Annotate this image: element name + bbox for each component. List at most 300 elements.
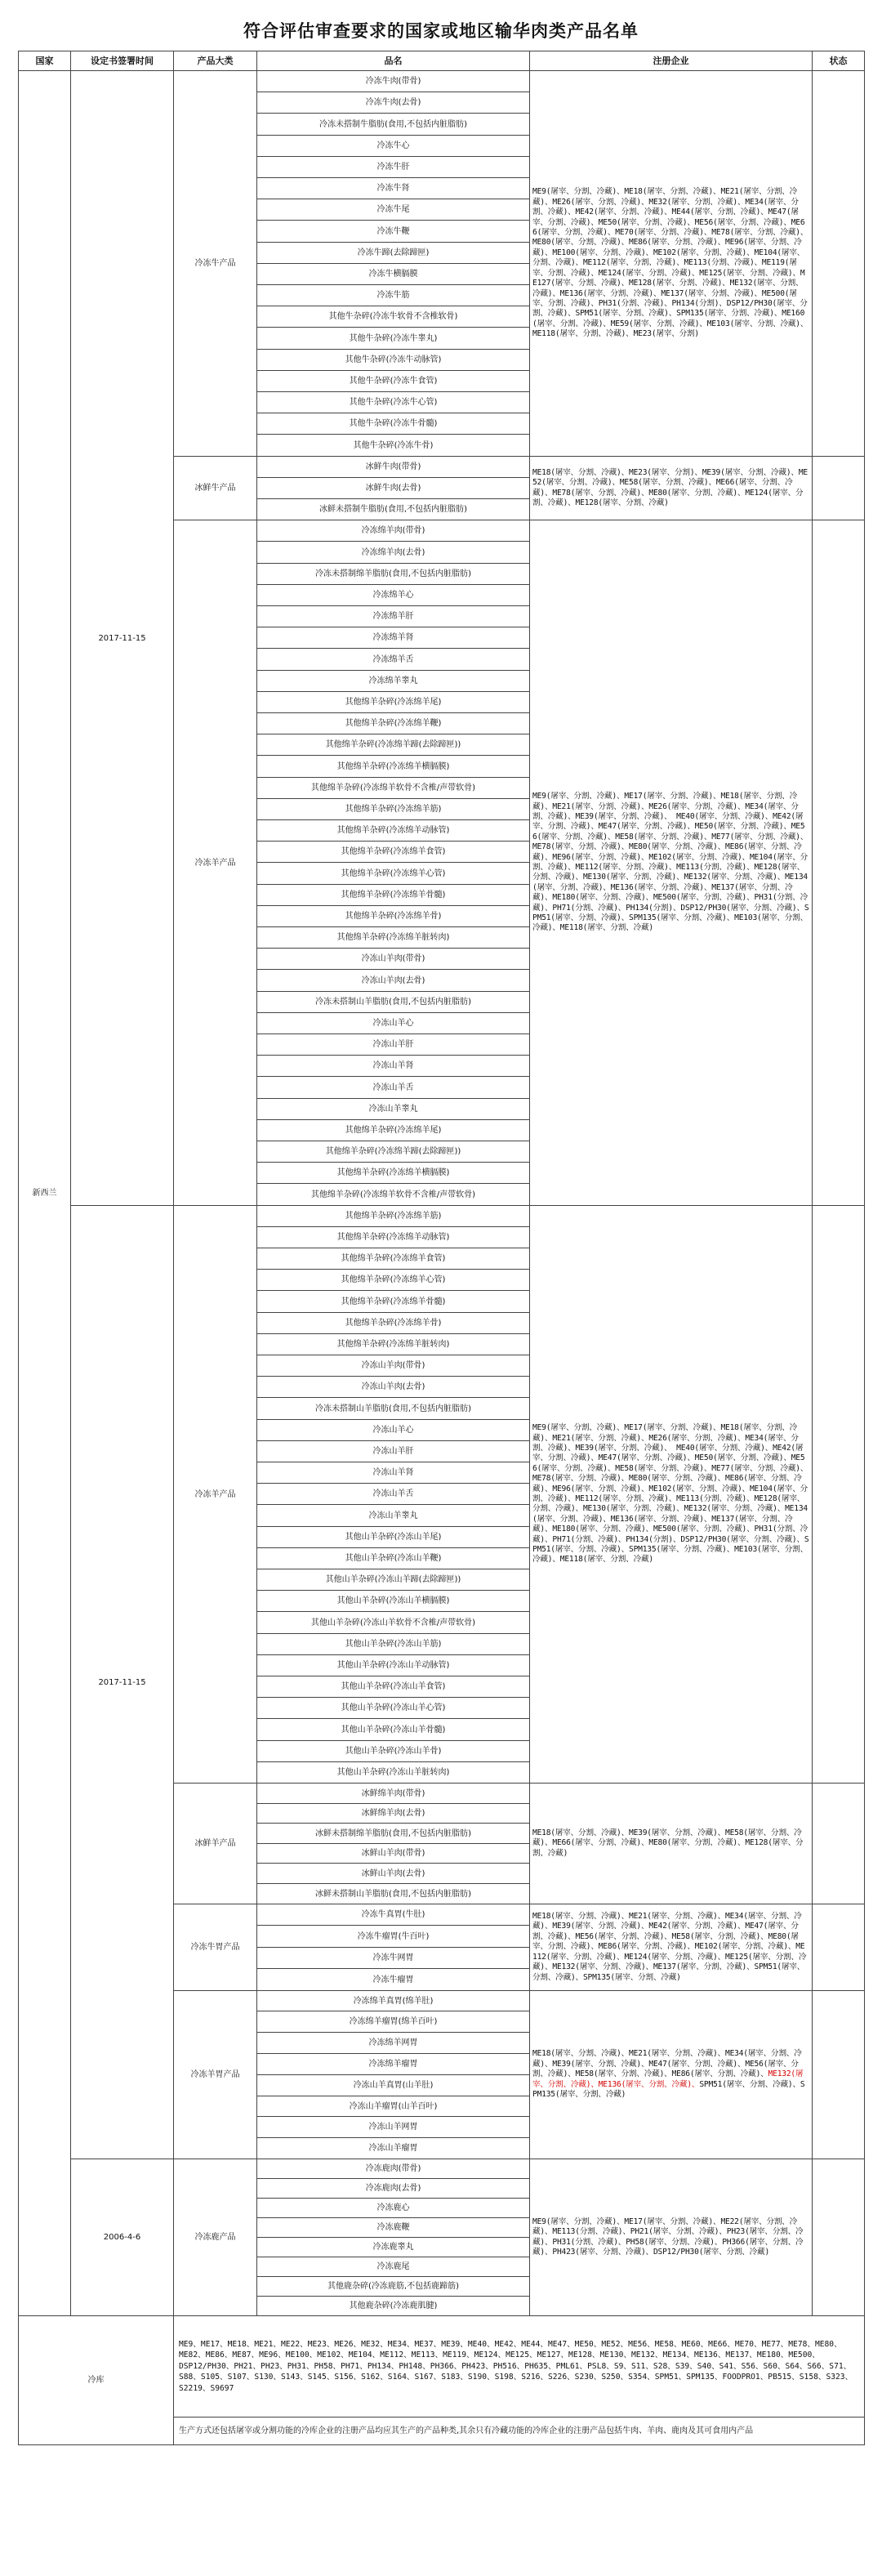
enterprise-entry: ME18(屠宰、分割、冷藏)、ME21(屠宰、分割、冷藏)、	[532, 1912, 725, 1922]
product-name-cell	[256, 948, 530, 970]
enterprise-entry: ME113(分割、冷藏)、ME128(屠宰、分割、冷藏)、	[532, 1494, 805, 1514]
product-name-cell-text: 其他牛杂碎(冷冻牛骨髓)	[349, 419, 438, 428]
status-cell	[812, 456, 865, 520]
enterprise-entry: SPM51(屠宰、分割、冷藏)、SPM135(屠宰、分割、冷藏)	[532, 2079, 805, 2100]
product-name-cell	[256, 1676, 530, 1698]
product-name-cell-text: 其他绵羊杂碎(冷冻绵羊骨)	[345, 912, 442, 921]
product-name-cell	[256, 1440, 530, 1462]
category-cell	[173, 1904, 257, 1991]
category-cell-text: 冷冻羊胃产品	[190, 2070, 240, 2079]
enterprise-entry: ME137(屠宰、分割、冷藏)、ME180(屠宰、分割、冷藏)、	[532, 882, 793, 903]
product-name-cell	[256, 1740, 530, 1762]
product-name-cell-text: 其他山羊杂碎(冷冻山羊骨)	[345, 1747, 442, 1756]
product-name-cell-text: 冷冻山羊瘤胃	[368, 2144, 418, 2153]
header-cell	[529, 51, 813, 71]
product-name-cell	[256, 520, 530, 542]
header-cell-text: 状态	[829, 56, 848, 66]
sign-date-cell-text: 2017-11-15	[98, 1677, 146, 1687]
product-name-cell-text: 冷冻绵羊心	[372, 591, 414, 600]
product-name-cell-text: 冷冻牛瘤胃(牛百叶)	[357, 1931, 430, 1941]
enterprise-entry: ME59(屠宰、分割、冷藏)、ME103(屠宰、分割、冷藏)、	[610, 319, 808, 328]
product-name-cell-text: 冰鲜绵羊肉(带骨)	[361, 1788, 425, 1798]
product-name-cell	[256, 1376, 530, 1398]
category-cell	[173, 1783, 257, 1904]
product-name-cell	[256, 1925, 530, 1948]
product-name-cell-text: 其他鹿杂碎(冷冻鹿肌腱)	[349, 2301, 438, 2310]
product-name-cell-text: 冷冻牛瘤胃	[372, 1975, 414, 1984]
enterprise-entry: ME137(屠宰、分割、冷藏)、ME500(屠宰、分割、冷藏)、	[532, 288, 797, 308]
enterprise-cell	[529, 2159, 813, 2316]
category-cell-text: 冰鲜羊产品	[194, 1839, 236, 1848]
enterprise-entry: ME56(屠宰、分割、冷藏)、ME58(屠宰、分割、冷藏)、	[532, 1453, 805, 1473]
enterprise-entry: ME500(屠宰、分割、冷藏)、PH31(分割、冷藏)、	[532, 1525, 808, 1544]
enterprise-entry: ME96(屠宰、分割、冷藏)、ME100(屠宰、分割、冷藏)、	[532, 238, 802, 257]
enterprise-entry: ME47(屠宰、分割、冷藏)、ME50(屠宰、分割、冷藏)、	[532, 208, 799, 227]
enterprise-list	[532, 1912, 809, 1983]
enterprise-entry: ME118(屠宰、分割、冷藏)	[559, 1555, 653, 1565]
enterprise-entry: ME9(屠宰、分割、冷藏)、ME17(屠宰、分割、冷藏)、	[532, 792, 721, 801]
product-name-cell	[256, 969, 530, 992]
cold-storage-list-text: ME9、ME17、ME18、ME21、ME22、ME23、ME26、ME32、ME34、ME37、ME39、ME40、ME42、ME44、ME47、ME50、ME52、ME56、ME58、ME60、ME66、ME70、ME77、ME78、ME80、ME82、ME86、ME87、ME96、ME100、ME102、ME104、ME112、ME113、ME119、ME124、ME125、ME127、ME128、ME130、ME132、ME134、ME136、ME137、ME180、ME500、DSP12/PH30、PH21、PH23、PH31、PH58、PH71、PH134、PH148、PH366、PH423、PH516、PH635、PML61、PSL8、S9、S11、S28、S39、S40、S41、S56、S60、S64、S66、S71、S88、S105、S107、S130、S143、S145、S156、S162、S164、S167、S183、S190、S198、S216、S226、S230、S250、S354、SPM51、SPM135、FOODPRO1、PB515、S158、S323、S2219、S9697	[179, 2339, 853, 2393]
product-name-cell-text: 其他绵羊杂碎(冷冻绵羊骨)	[345, 1319, 442, 1328]
enterprise-entry: PH71(分割、冷藏)、PH134(分割)、	[552, 903, 681, 913]
product-name-cell	[256, 541, 530, 564]
enterprise-entry: ME50(屠宰、分割、冷藏)、	[694, 822, 791, 832]
enterprise-entry: ME118(屠宰、分割、冷藏)	[559, 923, 653, 933]
product-name-cell	[256, 1162, 530, 1184]
product-name-cell-text: 冷冻绵羊瘤胃	[368, 2060, 418, 2069]
enterprise-entry: ME137(屠宰、分割、冷藏)、ME180(屠宰、分割、冷藏)、	[532, 1514, 793, 1534]
product-name-cell-text: 冷冻牛鞭	[376, 226, 410, 236]
product-name-cell-text: 其他山羊杂碎(冷冻山羊食管)	[341, 1682, 446, 1691]
product-name-cell-text: 冷冻牛横膈膜	[368, 270, 418, 279]
category-cell	[173, 2159, 257, 2316]
product-name-cell	[256, 1633, 530, 1655]
product-name-cell	[256, 670, 530, 692]
enterprise-entry: ME26(屠宰、分割、冷藏)、ME34(屠宰、分割、冷藏)、	[532, 1433, 799, 1453]
product-name-cell-text: 冷冻牛网胃	[372, 1953, 414, 1962]
enterprise-entry: ME80(屠宰、分割、冷藏)、ME86(屠宰、分割、冷藏)、	[532, 1474, 802, 1493]
product-name-cell	[256, 1761, 530, 1784]
product-name-cell-text: 冷冻山羊肉(带骨)	[361, 1361, 425, 1370]
product-name-cell-text: 冷冻山羊心	[372, 1426, 414, 1435]
product-name-cell	[256, 1248, 530, 1270]
product-name-cell-text: 冷冻山羊舌	[372, 1083, 414, 1092]
product-name-cell	[256, 1012, 530, 1034]
product-name-cell-text: 冰鲜未搭制牛脂肪(食用,不包括内脏脂肪)	[319, 505, 467, 514]
product-name-cell	[256, 1355, 530, 1377]
enterprise-entry: ME26(屠宰、分割、冷藏)、ME34(屠宰、分割、冷藏)、	[532, 801, 799, 821]
product-name-cell-text: 冷冻未搭制绵羊脂肪(食用,不包括内脏脂肪)	[315, 569, 471, 578]
cold-storage-list	[173, 2315, 865, 2418]
header-cell-text: 国家	[35, 56, 54, 66]
product-name-cell-text: 冷冻牛肾	[376, 184, 410, 193]
product-name-cell	[256, 648, 530, 671]
enterprise-list	[532, 792, 809, 934]
enterprise-list	[532, 1423, 809, 1565]
product-name-cell	[256, 1462, 530, 1484]
product-name-cell-text: 冷冻鹿尾	[376, 2262, 410, 2271]
product-name-cell	[256, 1483, 530, 1505]
product-name-cell	[256, 2074, 530, 2096]
product-name-cell	[256, 1226, 530, 1248]
enterprise-entry: ME21(屠宰、分割、冷藏)、ME26(屠宰、分割、冷藏)、	[532, 187, 798, 207]
enterprise-entry: ME130(屠宰、分割、冷藏)、ME132(屠宰、分割、冷藏)、	[582, 873, 786, 882]
product-name-cell-text: 冰鲜绵羊肉(去骨)	[361, 1809, 425, 1818]
product-name-cell	[256, 798, 530, 820]
enterprise-entry: ME9(屠宰、分割、冷藏)、ME18(屠宰、分割、冷藏)、	[532, 187, 721, 197]
product-name-cell-text: 冰鲜未搭制山羊脂肪(食用,不包括内脏脂肪)	[315, 1889, 471, 1899]
enterprise-list	[532, 1828, 809, 1859]
product-name-cell-text: 其他山羊杂碎(冷冻山羊软骨不含椎/声带软骨)	[310, 1618, 476, 1627]
product-name-cell-text: 其他绵羊杂碎(冷冻绵羊动脉管)	[336, 1233, 450, 1242]
enterprise-entry: ME39(屠宰、分割、冷藏)、 ME40(屠宰、分割、冷藏)、	[575, 811, 773, 821]
enterprise-entry: ME132(屠宰、分割、冷藏)、ME137(屠宰、分割、冷藏)、	[552, 1962, 755, 1972]
product-name-cell	[256, 2178, 530, 2199]
product-name-cell	[256, 905, 530, 927]
category-cell-text: 冷冻羊产品	[194, 858, 236, 868]
status-cell	[812, 2159, 865, 2316]
product-name-cell	[256, 584, 530, 606]
product-name-cell	[256, 263, 530, 285]
product-name-cell-text: 其他绵羊杂碎(冷冻绵羊蹄(去除蹄匣))	[325, 740, 461, 749]
product-name-cell	[256, 1803, 530, 1824]
enterprise-entry: ME102(屠宰、分割、冷藏)、ME112(屠宰、分割、冷藏)、	[532, 1942, 805, 1962]
product-name-cell-text: 冷冻未搭制山羊脂肪(食用,不包括内脏脂肪)	[315, 1404, 471, 1413]
product-name-cell	[256, 1183, 530, 1206]
product-name-cell	[256, 199, 530, 221]
product-name-cell-text: 其他山羊杂碎(冷冻山羊尾)	[345, 1533, 442, 1542]
product-name-cell	[256, 242, 530, 264]
product-name-cell-text: 冷冻山羊肉(去骨)	[361, 1382, 425, 1391]
product-name-cell-text: 冰鲜牛肉(去骨)	[365, 484, 421, 493]
product-name-cell-text: 其他山羊杂碎(冷冻山羊鞭)	[345, 1554, 442, 1563]
cold-storage-note-text: 生产方式还包括屠宰或分割功能的冷库企业的注册产品均应其生产的产品种类,其余只有冷藏功能的冷库企业的注册产品包括牛肉、羊肉、鹿肉及其可食用内产品	[179, 2426, 754, 2435]
product-name-cell-text: 冷冻山羊肉(带骨)	[361, 954, 425, 963]
sign-date-cell	[70, 1205, 174, 2159]
enterprise-cell	[529, 1904, 813, 1991]
product-name-cell-text: 冷冻牛肉(去骨)	[365, 98, 421, 107]
product-name-cell	[256, 926, 530, 949]
product-name-cell-text: 其他山羊杂碎(冷冻山羊筋)	[345, 1640, 442, 1649]
enterprise-entry: ME132(屠宰、分割、冷藏)、ME136(屠宰、分割、冷藏)、	[532, 2069, 804, 2089]
header-cell	[173, 51, 257, 71]
enterprise-entry: ME104(屠宰、分割、冷藏)、ME112(屠宰、分割、冷藏)、	[532, 852, 808, 872]
enterprise-cell	[529, 520, 813, 1206]
product-name-cell-text: 其他绵羊杂碎(冷冻绵羊心管)	[341, 1275, 446, 1284]
product-name-cell	[256, 92, 530, 114]
sign-date-cell	[70, 2159, 174, 2316]
category-cell	[173, 1990, 257, 2159]
product-name-cell-text: 冷冻鹿鞭	[376, 2223, 410, 2232]
product-name-cell-text: 其他绵羊杂碎(冷冻绵羊尾)	[345, 1126, 442, 1135]
product-name-cell-text: 冷冻绵羊舌	[372, 654, 414, 664]
enterprise-entry: ME50(屠宰、分割、冷藏)、	[694, 1453, 791, 1463]
category-cell-text: 冷冻牛胃产品	[190, 1943, 240, 1952]
cold-storage-label-text: 冷库	[87, 2376, 105, 2385]
product-name-cell-text: 冷冻绵羊睾丸	[368, 676, 418, 685]
product-name-cell-text: 冷冻未搭制山羊脂肪(食用,不包括内脏脂肪)	[315, 998, 471, 1007]
product-name-cell-text: 冷冻绵羊肉(去骨)	[361, 547, 425, 557]
product-name-cell-text: 冷冻鹿睾丸	[372, 2243, 414, 2252]
product-name-cell	[256, 2116, 530, 2138]
product-name-cell-text: 冷冻鹿肉(去骨)	[365, 2184, 421, 2193]
product-name-cell	[256, 627, 530, 649]
header-cell-text: 设定书签署时间	[91, 56, 154, 66]
enterprise-entry: ME96(屠宰、分割、冷藏)、ME102(屠宰、分割、冷藏)、	[552, 852, 750, 862]
header-cell	[18, 51, 71, 71]
enterprise-entry: PH366(屠宰、分割、冷藏)、PH423(屠宰、分割、冷藏)、	[532, 2237, 804, 2257]
product-name-cell	[256, 1098, 530, 1120]
product-name-cell	[256, 498, 530, 520]
enterprise-entry: ME80(屠宰、分割、冷藏)、ME86(屠宰、分割、冷藏)、	[532, 842, 802, 862]
product-name-cell-text: 冷冻鹿心	[376, 2203, 410, 2212]
product-name-cell	[256, 113, 530, 136]
enterprise-entry: SPM135(屠宰、分割、冷藏)、ME160(屠宰、分割、冷藏)、	[532, 309, 805, 328]
product-name-cell-text: 冷冻牛肉(带骨)	[365, 77, 421, 86]
enterprise-entry: ME132(屠宰、分割、冷藏)、ME136(屠宰、分割、冷藏)、	[532, 279, 804, 298]
product-name-cell-text: 冰鲜山羊肉(去骨)	[361, 1868, 425, 1878]
category-cell	[173, 1205, 257, 1784]
product-name-cell	[256, 734, 530, 756]
product-name-cell-text: 冷冻绵羊肾	[372, 633, 414, 642]
product-name-cell	[256, 327, 530, 350]
product-name-cell-text: 其他牛杂碎(冷冻牛软骨不含椎软骨)	[328, 312, 458, 321]
product-name-cell	[256, 1611, 530, 1634]
product-name-cell-text: 冷冻山羊心	[372, 1019, 414, 1028]
enterprise-entry: ME80(屠宰、分割、冷藏)、ME86(屠宰、分割、冷藏)、	[532, 238, 725, 248]
product-name-cell-text: 其他牛杂碎(冷冻牛动脉管)	[345, 355, 442, 364]
product-name-cell-text: 冷冻山羊肉(去骨)	[361, 975, 425, 985]
product-name-cell-text: 其他牛杂碎(冷冻牛心管)	[349, 398, 438, 407]
enterprise-entry: ME134(屠宰、分割、冷藏)、ME136(屠宰、分割、冷藏)、	[532, 1504, 808, 1524]
product-name-cell	[256, 70, 530, 92]
product-name-cell	[256, 413, 530, 435]
enterprise-entry: DSP12/PH30(屠宰、分割、冷藏)、SPM51(屠宰、分割、冷藏)、	[532, 903, 809, 923]
product-name-cell-text: 其他绵羊杂碎(冷冻绵羊食管)	[341, 1254, 446, 1263]
product-name-cell-text: 冷冻山羊睾丸	[368, 1511, 418, 1520]
enterprise-entry: ME70(屠宰、分割、冷藏)、ME78(屠宰、分割、冷藏)、	[615, 228, 808, 238]
product-name-cell	[256, 1141, 530, 1163]
product-name-cell-text: 其他山羊杂碎(冷冻山羊动脉管)	[336, 1661, 450, 1670]
enterprise-entry: ME18(屠宰、分割、冷藏)、ME21(屠宰、分割、冷藏)、	[532, 1423, 798, 1443]
enterprise-cell	[529, 456, 813, 520]
enterprise-entry: ME124(屠宰、分割、冷藏)、ME125(屠宰、分割、冷藏)、	[532, 1952, 807, 1972]
enterprise-entry: ME56(屠宰、分割、冷藏)、ME58(屠宰、分割、冷藏)、	[575, 1931, 768, 1941]
enterprise-entry: ME96(屠宰、分割、冷藏)、ME102(屠宰、分割、冷藏)、	[552, 1484, 750, 1493]
enterprise-entry: ME77(屠宰、分割、冷藏)、ME78(屠宰、分割、冷藏)、	[532, 832, 808, 852]
product-name-cell-text: 冷冻牛蹄(去除蹄匣)	[357, 248, 430, 257]
product-name-cell	[256, 884, 530, 906]
product-name-cell-text: 其他山羊杂碎(冷冻山羊心管)	[341, 1703, 446, 1712]
enterprise-entry: ME34(屠宰、分割、冷藏)、ME39(屠宰、分割、冷藏)、	[532, 1912, 802, 1931]
product-name-cell-text: 其他山羊杂碎(冷冻山羊横膈膜)	[336, 1596, 450, 1605]
product-name-cell-text: 其他绵羊杂碎(冷冻绵羊心管)	[341, 868, 446, 878]
product-name-cell	[256, 1290, 530, 1313]
product-name-cell-text: 冷冻绵羊肝	[372, 612, 414, 621]
product-name-cell	[256, 2296, 530, 2316]
product-name-cell	[256, 1569, 530, 1591]
enterprise-entry: ME130(屠宰、分割、冷藏)、ME132(屠宰、分割、冷藏)、	[582, 1504, 786, 1514]
enterprise-entry: PH31(分割、冷藏)、PH58(屠宰、分割、冷藏)、	[552, 2237, 723, 2247]
status-cell	[812, 1904, 865, 1991]
product-name-cell-text: 其他绵羊杂碎(冷冻绵羊软骨不含椎/声带软骨)	[310, 1190, 476, 1199]
product-name-cell	[256, 841, 530, 863]
enterprise-entry: PH71(分割、冷藏)、PH134(分割)、	[552, 1534, 681, 1544]
product-name-cell	[256, 1504, 530, 1527]
product-name-cell	[256, 2276, 530, 2297]
status-cell	[812, 520, 865, 1206]
product-name-cell	[256, 2159, 530, 2179]
enterprise-entry: ME34(屠宰、分割、冷藏)、ME39(屠宰、分割、冷藏)、	[532, 2049, 802, 2069]
product-name-cell	[256, 991, 530, 1013]
product-name-cell-text: 其他绵羊杂碎(冷冻绵羊横膈膜)	[336, 1168, 450, 1177]
status-cell	[812, 1990, 865, 2159]
product-name-cell-text: 冷冻山羊舌	[372, 1489, 414, 1498]
product-name-cell-text: 其他绵羊杂碎(冷冻绵羊动脉管)	[336, 826, 450, 835]
product-name-cell-text: 其他绵羊杂碎(冷冻绵羊筋)	[345, 1212, 442, 1221]
enterprise-entry: ME104(屠宰、分割、冷藏)、ME112(屠宰、分割、冷藏)、	[532, 1484, 808, 1503]
enterprise-entry: ME56(屠宰、分割、冷藏)、ME66(屠宰、分割、冷藏)、	[532, 217, 805, 238]
status-cell	[812, 1783, 865, 1904]
product-name-cell-text: 其他山羊杂碎(冷冻山羊脏转肉)	[336, 1768, 450, 1777]
product-name-cell	[256, 391, 530, 413]
enterprise-list	[532, 187, 809, 339]
product-name-cell-text: 其他山羊杂碎(冷冻山羊蹄(去除蹄匣))	[325, 1575, 461, 1584]
product-name-cell	[256, 2053, 530, 2075]
product-name-cell	[256, 819, 530, 842]
enterprise-entry: ME124(屠宰、分割、冷藏)、ME125(屠宰、分割、冷藏)、	[598, 268, 800, 278]
category-cell-text: 冷冻羊产品	[194, 1489, 236, 1499]
category-cell-text: 冰鲜牛产品	[194, 484, 236, 493]
sign-date-cell-text: 2017-11-15	[98, 633, 146, 643]
enterprise-entry: ME32(屠宰、分割、冷藏)、ME34(屠宰、分割、冷藏)、	[532, 197, 799, 217]
product-name-cell-text: 冷冻山羊网胃	[368, 2123, 418, 2132]
header-cell-text: 品名	[384, 56, 403, 66]
country-cell-text: 新西兰	[32, 1189, 57, 1198]
header-cell-text: 注册企业	[653, 56, 689, 66]
product-name-cell	[256, 1205, 530, 1227]
enterprise-entry: DSP12/PH30(屠宰、分割、冷藏)、SPM51(屠宰、分割、冷藏)、	[532, 298, 808, 319]
product-name-cell	[256, 862, 530, 885]
status-cell	[812, 1205, 865, 1784]
enterprise-entry: DSP12/PH30(屠宰、分割、冷藏)、SPM51(屠宰、分割、冷藏)、	[532, 1534, 809, 1555]
product-name-cell	[256, 1654, 530, 1676]
category-cell	[173, 70, 257, 457]
enterprise-entry: ME18(屠宰、分割、冷藏)、ME23(屠宰、分割)、ME39(屠宰、分割、冷藏)、ME52(屠宰、分割、冷藏)、ME58(屠宰、分割、冷藏)、ME66(屠宰、分割、冷藏)、ME78(屠宰、分割、冷藏)、ME80(屠宰、分割、冷藏)、	[532, 467, 808, 498]
product-name-cell	[256, 1968, 530, 1991]
enterprise-cell	[529, 1205, 813, 1784]
sign-date-cell-text: 2006-4-6	[103, 2233, 141, 2242]
product-name-cell-text: 其他牛杂碎(冷冻牛食管)	[349, 377, 438, 386]
enterprise-entry: ME9(屠宰、分割、冷藏)、ME17(屠宰、分割、冷藏)、	[532, 2217, 721, 2226]
product-name-cell	[256, 477, 530, 499]
product-name-cell	[256, 1526, 530, 1548]
product-name-cell-text: 冷冻牛心	[376, 141, 410, 150]
enterprise-entry: ME42(屠宰、分割、冷藏)、ME44(屠宰、分割、冷藏)、	[575, 208, 768, 217]
product-name-cell-text: 其他绵羊杂碎(冷冻绵羊横膈膜)	[336, 761, 450, 771]
product-name-cell	[256, 1697, 530, 1719]
enterprise-entry: ME39(屠宰、分割、冷藏)、 ME40(屠宰、分割、冷藏)、	[575, 1443, 773, 1453]
product-name-cell	[256, 1904, 530, 1926]
enterprise-list	[532, 2217, 809, 2258]
product-name-cell-text: 冷冻山羊肾	[372, 1468, 414, 1477]
product-name-cell	[256, 349, 530, 371]
enterprise-entry: ME134(屠宰、分割、冷藏)、ME136(屠宰、分割、冷藏)、	[532, 873, 808, 892]
product-name-cell-text: 冰鲜牛肉(带骨)	[365, 462, 421, 471]
header-cell	[70, 51, 174, 71]
product-name-cell-text: 其他绵羊杂碎(冷冻绵羊骨髓)	[341, 891, 446, 900]
enterprise-entry: ME18(屠宰、分割、冷藏)、ME21(屠宰、分割、冷藏)、	[532, 792, 798, 811]
sign-date-cell	[70, 70, 174, 1206]
product-name-cell-text: 其他绵羊杂碎(冷冻绵羊食管)	[341, 847, 446, 856]
product-name-cell-text: 冷冻山羊肾	[372, 1061, 414, 1070]
product-name-cell	[256, 370, 530, 392]
product-name-cell	[256, 1990, 530, 2011]
product-name-cell-text: 其他牛杂碎(冷冻牛睾丸)	[349, 333, 438, 343]
header-cell-text: 产品大类	[197, 56, 234, 66]
product-name-cell-text: 冷冻山羊肝	[372, 1040, 414, 1049]
product-name-cell	[256, 563, 530, 585]
cold-storage-note	[173, 2417, 865, 2445]
product-name-cell	[256, 2237, 530, 2257]
enterprise-entry: ME58(屠宰、分割、冷藏)、ME86(屠宰、分割、冷藏)、	[575, 2069, 768, 2079]
enterprise-cell	[529, 1990, 813, 2159]
product-name-cell	[256, 2257, 530, 2277]
enterprise-entry: ME42(屠宰、分割、冷藏)、ME47(屠宰、分割、冷藏)、	[532, 811, 804, 832]
enterprise-cell	[529, 70, 813, 457]
product-name-cell-text: 冷冻牛筋	[376, 291, 410, 300]
product-name-cell	[256, 284, 530, 306]
product-name-cell	[256, 1269, 530, 1291]
product-name-cell	[256, 2032, 530, 2054]
enterprise-entry: ME47(屠宰、分割、冷藏)、ME56(屠宰、分割、冷藏)、	[532, 2059, 799, 2079]
product-name-cell	[256, 605, 530, 627]
product-name-cell-text: 冷冻牛尾	[376, 205, 410, 214]
product-name-cell-text: 其他山羊杂碎(冷冻山羊骨髓)	[341, 1725, 446, 1734]
product-name-cell	[256, 1397, 530, 1420]
product-name-cell	[256, 1843, 530, 1864]
product-name-cell-text: 冰鲜未搭制绵羊脂肪(食用,不包括内脏脂肪)	[315, 1828, 471, 1838]
enterprise-entry: SPM51(屠宰、分割、冷藏)、SPM135(屠宰、分割、冷藏)	[532, 1962, 805, 1982]
enterprise-entry: ME18(屠宰、分割、冷藏)、ME21(屠宰、分割、冷藏)、	[532, 2049, 725, 2059]
product-name-cell	[256, 2096, 530, 2117]
enterprise-entry: ME42(屠宰、分割、冷藏)、ME47(屠宰、分割、冷藏)、	[532, 1922, 799, 1941]
product-name-cell	[256, 434, 530, 457]
enterprise-entry: ME56(屠宰、分割、冷藏)、ME58(屠宰、分割、冷藏)、	[532, 822, 805, 842]
category-cell	[173, 456, 257, 520]
enterprise-entry: ME102(屠宰、分割、冷藏)、ME104(屠宰、分割、冷藏)、	[532, 248, 805, 268]
product-name-cell	[256, 1547, 530, 1569]
enterprise-entry: ME500(屠宰、分割、冷藏)、PH31(分割、冷藏)、	[532, 893, 808, 913]
product-name-cell-text: 冷冻绵羊肉(带骨)	[361, 526, 425, 535]
product-name-cell-text: 冷冻山羊瘤胃(山羊百叶)	[349, 2101, 438, 2111]
product-name-cell-text: 其他绵羊杂碎(冷冻绵羊脏转肉)	[336, 933, 450, 942]
product-name-cell	[256, 1590, 530, 1612]
product-name-cell	[256, 156, 530, 178]
enterprise-entry: ME127(屠宰、分割、冷藏)、ME128(屠宰、分割、冷藏)、	[532, 268, 805, 288]
enterprise-entry: ME58(屠宰、分割、冷藏)、ME66(屠宰、分割、冷藏)、	[532, 1828, 802, 1848]
enterprise-list	[532, 2049, 809, 2100]
enterprise-entry: PH31(分割、冷藏)、PH134(分割)、	[598, 298, 727, 308]
product-name-cell	[256, 1947, 530, 1969]
product-name-cell	[256, 777, 530, 799]
product-name-cell-text: 冷冻山羊睾丸	[368, 1105, 418, 1114]
product-name-cell-text: 冷冻山羊肝	[372, 1447, 414, 1456]
product-name-cell-text: 其他绵羊杂碎(冷冻绵羊尾)	[345, 698, 442, 707]
product-name-cell	[256, 691, 530, 713]
product-name-cell	[256, 1312, 530, 1334]
